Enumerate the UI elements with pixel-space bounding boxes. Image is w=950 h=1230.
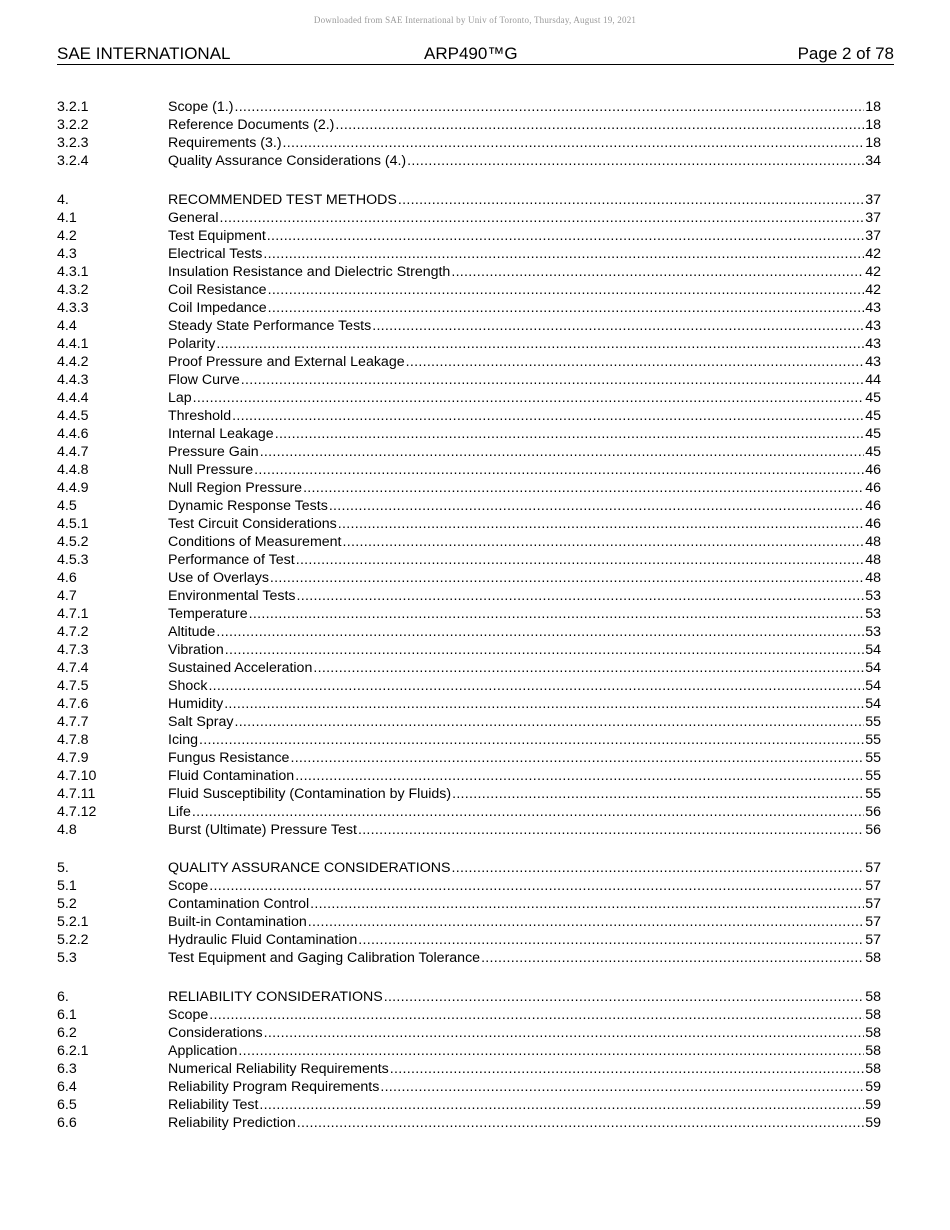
toc-entry-number: 4.7.4 xyxy=(57,659,89,676)
toc-entry-title: Sustained Acceleration xyxy=(168,659,313,676)
toc-entry-title: Fluid Contamination xyxy=(168,767,295,784)
toc-entry-number: 4.7.7 xyxy=(57,713,89,730)
toc-entry-title: Conditions of Measurement xyxy=(168,533,342,550)
toc-entry-title: Null Pressure xyxy=(168,461,254,478)
toc-entry-number: 6.3 xyxy=(57,1060,77,1077)
toc-entry[interactable] xyxy=(57,443,881,461)
toc-entry-number: 4.4.5 xyxy=(57,407,89,424)
toc-entry-number: 4.7.1 xyxy=(57,605,89,622)
toc-dot-leader xyxy=(232,407,864,425)
toc-entry-title: Test Equipment and Gaging Calibration Tolerance xyxy=(168,950,481,966)
toc-entry-title: Coil Resistance xyxy=(168,281,267,298)
toc-dot-leader xyxy=(264,1024,865,1042)
toc-dot-leader xyxy=(358,931,864,949)
toc-entry-title: Threshold xyxy=(168,407,232,424)
toc-entry-title: Reliability Prediction xyxy=(168,1114,296,1131)
toc-entry-title: Numerical Reliability Requirements xyxy=(168,1060,389,1077)
toc-dot-leader xyxy=(372,317,864,335)
toc-entry-number: 4.4.2 xyxy=(57,353,89,370)
toc-entry-page: 48 xyxy=(865,569,881,586)
toc-entry[interactable] xyxy=(57,988,881,1006)
toc-entry-title: Contamination Control xyxy=(168,896,310,912)
toc-entry-title: Reliability Test xyxy=(168,1096,259,1113)
toc-entry-number: 5.3 xyxy=(57,950,77,966)
toc-dot-leader xyxy=(216,335,864,353)
toc-entry-title: Use of Overlays xyxy=(168,569,269,586)
toc-entry-title: Requirements (3.) xyxy=(168,135,282,151)
toc-entry-page: 48 xyxy=(865,551,881,568)
toc-entry[interactable] xyxy=(57,859,881,877)
toc-entry[interactable] xyxy=(57,389,881,407)
toc-entry-page: 57 xyxy=(865,932,881,948)
toc-dot-leader xyxy=(270,569,864,587)
toc-entry-title: Fungus Resistance xyxy=(168,749,290,766)
toc-entry-page: 56 xyxy=(865,803,881,820)
toc-dot-leader xyxy=(335,116,864,134)
toc-entry-title: Dynamic Response Tests xyxy=(168,497,328,514)
toc-entry-number: 4.8 xyxy=(57,821,77,838)
toc-entry-number: 4.4.8 xyxy=(57,461,89,478)
toc-entry-number: 3.2.4 xyxy=(57,153,89,169)
toc-entry[interactable] xyxy=(57,895,881,913)
toc-entry[interactable] xyxy=(57,98,881,116)
toc-entry-number: 5.2 xyxy=(57,896,77,912)
toc-entry-title: Vibration xyxy=(168,641,224,658)
toc-entry-page: 58 xyxy=(865,950,881,966)
toc-entry[interactable] xyxy=(57,877,881,895)
toc-entry-page: 43 xyxy=(865,299,881,316)
toc-entry-page: 55 xyxy=(865,767,881,784)
toc-entry-number: 4.4.6 xyxy=(57,425,89,442)
toc-entry[interactable] xyxy=(57,731,881,749)
toc-entry[interactable] xyxy=(57,245,881,263)
toc-entry-title: Application xyxy=(168,1042,238,1059)
toc-entry-number: 4.5.1 xyxy=(57,515,89,532)
toc-entry-title: Electrical Tests xyxy=(168,245,263,262)
toc-entry-page: 57 xyxy=(865,878,881,894)
toc-entry-number: 5.1 xyxy=(57,878,77,894)
toc-entry[interactable] xyxy=(57,551,881,569)
toc-entry-title: Considerations xyxy=(168,1024,263,1041)
toc-entry-number: 4.7.8 xyxy=(57,731,89,748)
toc-entry-number: 4. xyxy=(57,191,69,208)
toc-dot-leader xyxy=(358,821,864,839)
toc-entry-title: Coil Impedance xyxy=(168,299,267,316)
toc-dot-leader xyxy=(452,785,864,803)
toc-entry-page: 45 xyxy=(865,425,881,442)
toc-dot-leader xyxy=(283,134,865,152)
toc-entry[interactable] xyxy=(57,281,881,299)
toc-entry[interactable] xyxy=(57,659,881,677)
toc-entry-page: 42 xyxy=(865,281,881,298)
toc-entry-title: QUALITY ASSURANCE CONSIDERATIONS xyxy=(168,860,451,876)
toc-entry-number: 4.7.9 xyxy=(57,749,89,766)
toc-entry-page: 55 xyxy=(865,785,881,802)
toc-entry-title: Steady State Performance Tests xyxy=(168,317,372,334)
toc-dot-leader xyxy=(234,713,864,731)
toc-entry-page: 54 xyxy=(865,641,881,658)
toc-entry[interactable] xyxy=(57,803,881,821)
toc-dot-leader xyxy=(238,1042,864,1060)
toc-dot-leader xyxy=(313,659,864,677)
toc-dot-leader xyxy=(234,98,864,116)
toc-entry-number: 4.4.9 xyxy=(57,479,89,496)
toc-entry-page: 46 xyxy=(865,479,881,496)
toc-entry[interactable] xyxy=(57,913,881,931)
toc-entry-page: 59 xyxy=(865,1114,881,1131)
toc-entry-page: 48 xyxy=(865,533,881,550)
toc-entry[interactable] xyxy=(57,191,881,209)
toc-entry-title: Pressure Gain xyxy=(168,443,259,460)
toc-entry-page: 45 xyxy=(865,407,881,424)
toc-entry-page: 54 xyxy=(865,659,881,676)
toc-entry-page: 37 xyxy=(865,191,881,208)
toc-entry[interactable] xyxy=(57,587,881,605)
toc-dot-leader xyxy=(390,1060,864,1078)
toc-entry[interactable] xyxy=(57,227,881,245)
toc-entry-number: 6. xyxy=(57,988,69,1005)
toc-entry[interactable] xyxy=(57,767,881,785)
toc-entry-page: 45 xyxy=(865,389,881,406)
toc-entry-page: 58 xyxy=(865,988,881,1005)
toc-dot-leader xyxy=(219,209,864,227)
toc-dot-leader xyxy=(208,677,864,695)
toc-entry-number: 5.2.1 xyxy=(57,914,89,930)
toc-entry-number: 4.7.6 xyxy=(57,695,89,712)
toc-entry-page: 44 xyxy=(865,371,881,388)
toc-entry[interactable] xyxy=(57,605,881,623)
toc-entry-number: 4.5.2 xyxy=(57,533,89,550)
toc-entry-number: 4.4.1 xyxy=(57,335,89,352)
toc-entry-title: Null Region Pressure xyxy=(168,479,303,496)
toc-entry-number: 4.5.3 xyxy=(57,551,89,568)
toc-entry-title: Environmental Tests xyxy=(168,587,296,604)
toc-entry[interactable] xyxy=(57,371,881,389)
toc-entry-title: Quality Assurance Considerations (4.) xyxy=(168,153,407,169)
toc-entry-title: RECOMMENDED TEST METHODS xyxy=(168,191,397,208)
toc-entry-title: Lap xyxy=(168,389,192,406)
toc-entry[interactable] xyxy=(57,1096,881,1114)
toc-entry-title: Scope (1.) xyxy=(168,99,234,115)
toc-entry[interactable] xyxy=(57,497,881,515)
toc-dot-leader xyxy=(193,389,865,407)
toc-entry[interactable] xyxy=(57,479,881,497)
toc-entry-number: 4.6 xyxy=(57,569,77,586)
toc-entry-number: 4.4.4 xyxy=(57,389,89,406)
toc-entry-number: 4.1 xyxy=(57,209,77,226)
toc-entry-page: 53 xyxy=(865,587,881,604)
toc-dot-leader xyxy=(303,479,864,497)
toc-entry-title: RELIABILITY CONSIDERATIONS xyxy=(168,988,383,1005)
toc-entry-page: 55 xyxy=(865,731,881,748)
toc-entry-title: Test Circuit Considerations xyxy=(168,515,337,532)
toc-entry[interactable] xyxy=(57,407,881,425)
toc-entry-number: 6.2.1 xyxy=(57,1042,89,1059)
toc-entry-page: 46 xyxy=(865,461,881,478)
toc-entry[interactable] xyxy=(57,335,881,353)
toc-entry-number: 4.3 xyxy=(57,245,77,262)
toc-entry-page: 57 xyxy=(865,896,881,912)
toc-entry[interactable] xyxy=(57,641,881,659)
toc-dot-leader xyxy=(398,191,864,209)
toc-entry-number: 6.5 xyxy=(57,1096,77,1113)
toc-dot-leader xyxy=(268,299,865,317)
toc-entry-number: 4.7 xyxy=(57,587,77,604)
download-notice: Downloaded from SAE International by Univ of Toronto, Thursday, August 19, 2021 xyxy=(313,15,637,25)
toc-entry[interactable] xyxy=(57,785,881,803)
toc-entry-number: 4.5 xyxy=(57,497,77,514)
toc-dot-leader xyxy=(268,281,865,299)
toc-entry-number: 4.4.7 xyxy=(57,443,89,460)
toc-dot-leader xyxy=(384,988,865,1006)
toc-entry[interactable] xyxy=(57,461,881,479)
toc-entry[interactable] xyxy=(57,949,881,967)
toc-entry-number: 5.2.2 xyxy=(57,932,89,948)
toc-entry-title: Icing xyxy=(168,731,198,748)
toc-entry-title: Proof Pressure and External Leakage xyxy=(168,353,405,370)
toc-entry[interactable] xyxy=(57,1042,881,1060)
toc-entry-number: 4.7.2 xyxy=(57,623,89,640)
toc-entry[interactable] xyxy=(57,1060,881,1078)
toc-entry-title: Insulation Resistance and Dielectric Strength xyxy=(168,263,451,280)
toc-entry-page: 53 xyxy=(865,605,881,622)
toc-entry[interactable] xyxy=(57,1114,881,1132)
toc-entry-page: 59 xyxy=(865,1096,881,1113)
toc-entry-number: 4.2 xyxy=(57,227,77,244)
toc-dot-leader xyxy=(267,227,864,245)
toc-entry-title: Built-in Contamination xyxy=(168,914,307,930)
toc-entry-title: Test Equipment xyxy=(168,227,266,244)
toc-entry-number: 4.4.3 xyxy=(57,371,89,388)
toc-entry[interactable] xyxy=(57,821,881,839)
toc-dot-leader xyxy=(451,263,864,281)
toc-entry-page: 45 xyxy=(865,443,881,460)
toc-entry-title: Life xyxy=(168,803,191,820)
toc-dot-leader xyxy=(380,1078,864,1096)
toc-entry-page: 54 xyxy=(865,695,881,712)
toc-entry[interactable] xyxy=(57,116,881,134)
toc-entry-page: 34 xyxy=(865,153,881,169)
toc-entry-page: 43 xyxy=(865,335,881,352)
toc-dot-leader xyxy=(275,425,865,443)
toc-entry-title: Scope xyxy=(168,1006,209,1023)
toc-entry-title: Humidity xyxy=(168,695,224,712)
toc-entry-number: 4.3.1 xyxy=(57,263,89,280)
toc-entry[interactable] xyxy=(57,299,881,317)
toc-entry-number: 4.7.11 xyxy=(57,785,96,802)
toc-entry[interactable] xyxy=(57,134,881,152)
toc-entry-page: 56 xyxy=(865,821,881,838)
toc-entry-page: 42 xyxy=(865,263,881,280)
toc-entry[interactable] xyxy=(57,425,881,443)
toc-entry-page: 43 xyxy=(865,353,881,370)
toc-entry-page: 43 xyxy=(865,317,881,334)
toc-entry-page: 58 xyxy=(865,1042,881,1059)
toc-entry-title: Reference Documents (2.) xyxy=(168,117,335,133)
org-name: SAE INTERNATIONAL xyxy=(57,44,231,63)
toc-dot-leader xyxy=(192,803,864,821)
toc-entry-page: 54 xyxy=(865,677,881,694)
toc-entry[interactable] xyxy=(57,353,881,371)
toc-entry[interactable] xyxy=(57,931,881,949)
toc-entry-title: Altitude xyxy=(168,623,216,640)
toc-entry-number: 3.2.3 xyxy=(57,135,89,151)
toc-entry-number: 4.3.3 xyxy=(57,299,89,316)
toc-dot-leader xyxy=(296,551,865,569)
toc-entry-title: Temperature xyxy=(168,605,248,622)
toc-entry-number: 3.2.2 xyxy=(57,117,89,133)
toc-entry-title: General xyxy=(168,209,219,226)
toc-entry[interactable] xyxy=(57,209,881,227)
toc-entry-title: Shock xyxy=(168,677,208,694)
toc-entry-title: Hydraulic Fluid Contamination xyxy=(168,932,358,948)
toc-entry[interactable] xyxy=(57,749,881,767)
toc-entry-number: 4.3.2 xyxy=(57,281,89,298)
toc-dot-leader xyxy=(295,767,864,785)
toc-entry-number: 6.4 xyxy=(57,1078,77,1095)
toc-entry-number: 3.2.1 xyxy=(57,99,89,115)
toc-entry[interactable] xyxy=(57,515,881,533)
toc-dot-leader xyxy=(338,515,864,533)
toc-dot-leader xyxy=(297,1114,864,1132)
toc-dot-leader xyxy=(241,371,864,389)
page-number: Page 2 of 78 xyxy=(797,44,894,63)
toc-entry-page: 53 xyxy=(865,623,881,640)
toc-entry-number: 4.7.3 xyxy=(57,641,89,658)
toc-dot-leader xyxy=(209,877,864,895)
toc-dot-leader xyxy=(224,695,864,713)
toc-entry-title: Polarity xyxy=(168,335,216,352)
toc-entry[interactable] xyxy=(57,263,881,281)
toc-dot-leader xyxy=(254,461,864,479)
toc-entry-page: 46 xyxy=(865,497,881,514)
toc-dot-leader xyxy=(407,152,864,170)
toc-entry-number: 6.6 xyxy=(57,1114,77,1131)
toc-entry-page: 55 xyxy=(865,749,881,766)
toc-entry-number: 6.2 xyxy=(57,1024,77,1041)
toc-dot-leader xyxy=(216,623,864,641)
toc-entry[interactable] xyxy=(57,677,881,695)
toc-entry[interactable] xyxy=(57,695,881,713)
toc-entry-title: Scope xyxy=(168,878,209,894)
toc-entry-number: 4.7.12 xyxy=(57,803,97,820)
toc-entry-page: 57 xyxy=(865,860,881,876)
toc-entry-page: 58 xyxy=(865,1060,881,1077)
toc-entry-page: 42 xyxy=(865,245,881,262)
toc-entry[interactable] xyxy=(57,569,881,587)
toc-entry-page: 57 xyxy=(865,914,881,930)
toc-dot-leader xyxy=(249,605,865,623)
toc-entry[interactable] xyxy=(57,317,881,335)
toc-dot-leader xyxy=(329,497,864,515)
toc-entry-title: Performance of Test xyxy=(168,551,295,568)
toc-entry-page: 58 xyxy=(865,1006,881,1023)
toc-entry-number: 4.7.5 xyxy=(57,677,89,694)
toc-entry-page: 18 xyxy=(865,99,881,115)
table-of-contents xyxy=(57,98,881,1132)
toc-dot-leader xyxy=(343,533,865,551)
toc-entry-page: 37 xyxy=(865,209,881,226)
toc-entry-title: Burst (Ultimate) Pressure Test xyxy=(168,821,357,838)
toc-dot-leader xyxy=(225,641,864,659)
toc-entry-number: 4.7.10 xyxy=(57,767,97,784)
toc-entry-page: 18 xyxy=(865,117,881,133)
toc-dot-leader xyxy=(199,731,864,749)
toc-dot-leader xyxy=(452,859,865,877)
toc-entry-number: 4.4 xyxy=(57,317,77,334)
toc-dot-leader xyxy=(310,895,864,913)
toc-entry-page: 59 xyxy=(865,1078,881,1095)
toc-dot-leader xyxy=(481,949,864,967)
toc-dot-leader xyxy=(209,1006,864,1024)
toc-entry-title: Internal Leakage xyxy=(168,425,274,442)
toc-entry[interactable] xyxy=(57,533,881,551)
toc-entry[interactable] xyxy=(57,1078,881,1096)
toc-entry-page: 55 xyxy=(865,713,881,730)
toc-entry-page: 46 xyxy=(865,515,881,532)
toc-entry-title: Fluid Susceptibility (Contamination by Fluids) xyxy=(168,785,452,802)
toc-entry[interactable] xyxy=(57,623,881,641)
toc-entry-number: 6.1 xyxy=(57,1006,77,1023)
toc-entry-page: 37 xyxy=(865,227,881,244)
toc-dot-leader xyxy=(406,353,865,371)
toc-entry[interactable] xyxy=(57,1006,881,1024)
toc-entry-title: Reliability Program Requirements xyxy=(168,1078,380,1095)
document-id: ARP490™G xyxy=(424,44,518,63)
toc-entry[interactable] xyxy=(57,713,881,731)
toc-dot-leader xyxy=(263,245,864,263)
toc-entry-page: 18 xyxy=(865,135,881,151)
toc-entry-page: 58 xyxy=(865,1024,881,1041)
toc-dot-leader xyxy=(290,749,864,767)
toc-dot-leader xyxy=(259,1096,864,1114)
toc-entry-number: 5. xyxy=(57,860,69,876)
toc-entry[interactable] xyxy=(57,152,881,170)
page-header xyxy=(57,44,894,65)
toc-entry-title: Salt Spray xyxy=(168,713,234,730)
toc-entry-title: Flow Curve xyxy=(168,371,240,388)
toc-entry[interactable] xyxy=(57,1024,881,1042)
toc-dot-leader xyxy=(297,587,865,605)
toc-dot-leader xyxy=(308,913,864,931)
toc-dot-leader xyxy=(260,443,865,461)
